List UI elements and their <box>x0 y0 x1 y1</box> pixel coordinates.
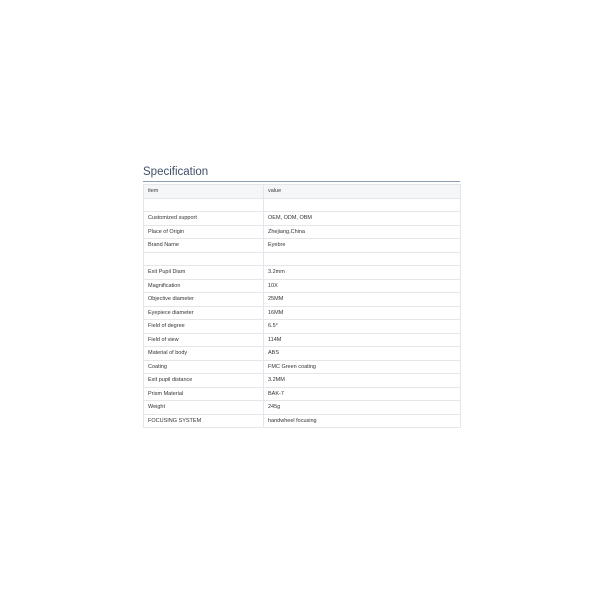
row-value: 3.2mm <box>264 266 461 280</box>
header-value: value <box>264 185 461 199</box>
table-row <box>144 293 461 307</box>
row-item: Prism Material <box>144 387 264 401</box>
table-row <box>144 374 461 388</box>
table-row <box>144 266 461 280</box>
row-item: Exit pupil distance <box>144 374 264 388</box>
table-row <box>144 198 461 212</box>
row-item: Brand Name <box>144 239 264 253</box>
table-row <box>144 387 461 401</box>
table-row <box>144 333 461 347</box>
row-value: 10X <box>264 279 461 293</box>
row-item: FOCUSING SYSTEM <box>144 414 264 428</box>
row-item: Coating <box>144 360 264 374</box>
table-row <box>144 225 461 239</box>
row-value: ABS <box>264 347 461 361</box>
row-item: Field of degree <box>144 320 264 334</box>
table-row <box>144 252 461 266</box>
row-value: Eyebre <box>264 239 461 253</box>
row-item: Weight <box>144 401 264 415</box>
table-row <box>144 212 461 226</box>
row-value: 114M <box>264 333 461 347</box>
row-item <box>144 252 264 266</box>
row-value: OEM, ODM, OBM <box>264 212 461 226</box>
section-title: Specification <box>143 166 209 178</box>
row-value: handwheel focusing <box>264 414 461 428</box>
row-value: FMC Green coating <box>264 360 461 374</box>
table-row <box>144 401 461 415</box>
table-row <box>144 320 461 334</box>
row-item: Eyepiece diameter <box>144 306 264 320</box>
row-value: Zhejiang,China <box>264 225 461 239</box>
table-row <box>144 414 461 428</box>
row-value: 245g <box>264 401 461 415</box>
row-item: Place of Origin <box>144 225 264 239</box>
row-value: 3.2MM <box>264 374 461 388</box>
row-item: Magnification <box>144 279 264 293</box>
row-item: Material of body <box>144 347 264 361</box>
header-item: item <box>144 185 264 199</box>
table-row <box>144 239 461 253</box>
table-row <box>144 347 461 361</box>
row-value: 6.5° <box>264 320 461 334</box>
row-value <box>264 198 461 212</box>
row-value: 25MM <box>264 293 461 307</box>
row-value: BAK-7 <box>264 387 461 401</box>
row-item: Objective diameter <box>144 293 264 307</box>
table-row <box>144 306 461 320</box>
table-row <box>144 279 461 293</box>
row-item: Customized support <box>144 212 264 226</box>
row-value: 16MM <box>264 306 461 320</box>
row-value <box>264 252 461 266</box>
table-header-row <box>144 185 461 199</box>
row-item: Exit Pupil Diam <box>144 266 264 280</box>
row-item <box>144 198 264 212</box>
specification-table <box>143 184 461 428</box>
table-row <box>144 360 461 374</box>
row-item: Field of view <box>144 333 264 347</box>
title-divider <box>143 181 460 182</box>
specification-section <box>143 165 460 428</box>
